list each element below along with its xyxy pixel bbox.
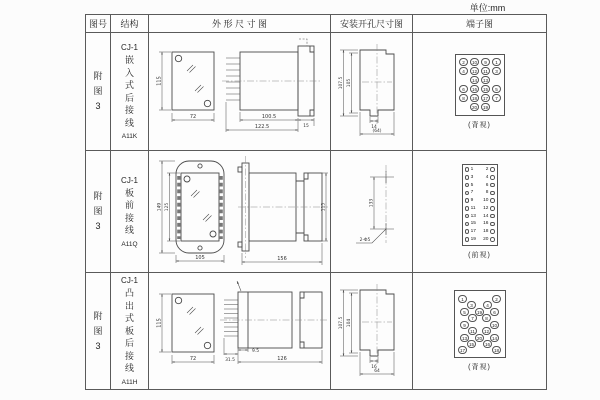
terminal-number: 5 [470,182,474,188]
terminal-pin: 4 [459,67,468,76]
terminal-screw-icon [490,175,495,180]
terminal-number: 4 [485,174,489,180]
dim-front-width: 105 [194,254,205,261]
terminal-screw-icon [490,222,495,227]
figure-number: 附图3 [93,191,103,231]
terminal-pin: 3 [467,301,476,310]
terminal-pins-comb [226,58,240,100]
terminal-number: 1 [470,167,474,173]
terminal-pin: 8 [459,94,468,103]
terminal-pin: 6 [490,308,499,317]
dim-side-height: 115 [321,202,326,211]
terminal-number: 12 [483,205,489,211]
terminal-number: 16 [483,221,489,227]
terminal-pin: 14 [491,335,498,341]
model-label: CJ-1 [121,43,138,52]
terminal-pin: 17 [459,347,466,353]
terminal-pin: 1 [458,295,467,304]
install-hole-drawing [332,276,412,386]
unit-label: 单位:mm [469,3,506,13]
cell-terminal-row1 [413,33,546,151]
terminal-screw-icon [490,237,495,242]
terminal-pin: 1 [492,58,501,67]
mounting-description: 凸出式板后接线 [124,288,134,374]
cell-install-row3 [331,273,413,389]
hatch-marks [187,65,204,93]
dim-body-length: 156 [276,255,287,262]
dim-front-width: 72 [189,113,196,120]
terminal-pin: 4 [483,301,492,310]
terminal-strip-row [463,236,497,243]
terminal-number: 11 [470,205,476,211]
terminal-pin: 7 [468,314,477,323]
terminal-diagram-rear [454,290,506,358]
terminal-number: 10 [483,198,489,204]
terminal-number: 17 [470,229,476,235]
terminal-pin: 19 [476,309,483,315]
terminal-strip-row [463,174,497,181]
dim-total-length: 122.5 [254,123,269,130]
terminal-pin: 15 [468,341,475,347]
cell-terminal-row2 [413,151,546,273]
terminal-pin: 14 [471,77,478,83]
terminal-screw-icon [490,183,495,188]
terminal-number: 20 [483,236,489,242]
terminal-view-caption: (背视) [468,364,491,371]
model-label: CJ-1 [121,175,138,185]
dim-pin-inset: 9.5 [251,349,259,354]
header-terminal-diagram: 端子图 [413,15,546,33]
terminal-pin: 10 [471,59,478,65]
terminal-number: 15 [470,221,476,227]
model-code: A11Q [121,240,138,248]
cell-outline-row2 [149,151,331,273]
terminal-pin: 5 [460,308,469,317]
dim-cutout-inner-height: 105 [346,78,352,87]
terminal-pin: 20 [476,335,483,341]
terminal-strip-row [463,197,497,204]
terminal-number: 9 [470,198,474,204]
terminal-screw-icon [490,229,495,234]
cell-outline-row3 [149,273,331,389]
cell-install-row2 [331,151,413,273]
terminal-pin: 2 [459,58,468,67]
terminal-pin: 15 [482,86,489,92]
terminal-diagram-rear [455,54,505,116]
terminal-pin: 18 [493,347,500,353]
cell-figure-no-row2 [86,151,111,273]
cell-install-row1 [331,33,413,151]
terminal-pin: 12 [471,68,478,74]
model-label: CJ-1 [121,276,138,286]
header-outline-dims: 外 形 尺 寸 图 [149,15,331,33]
dim-cutout-outer-width: 64 [373,369,380,374]
spec-table [85,14,547,390]
dim-pin-length: 31.5 [224,358,235,363]
terminal-pin: 9 [481,58,490,67]
dim-flange-depth: 15 [302,123,309,129]
terminal-screw-icon [490,191,495,196]
cell-figure-no-row1 [86,33,111,151]
outline-dimension-drawing [150,276,330,386]
header-figure-no: 图号 [86,15,111,33]
dim-hole-spacing: 133 [369,198,374,207]
terminal-pin: 10 [491,322,498,328]
dim-cutout-outer-height: 107.5 [338,76,344,89]
cell-outline-row1 [149,33,331,151]
cell-figure-no-row3 [86,273,111,389]
terminal-screw-icon [490,214,495,219]
hatch-marks [191,190,212,222]
terminal-strip-row [463,189,497,196]
terminal-pin: 17 [482,95,489,101]
terminal-pin: 19 [482,104,489,110]
terminal-pin: 13 [482,77,489,83]
install-hole-drawing [332,153,412,271]
dim-body-length: 100.5 [261,113,276,120]
terminal-strip-row [463,205,497,212]
dim-front-width: 72 [189,356,196,362]
dim-notch-width: 16 [370,365,377,370]
dim-front-inner-height: 125 [164,202,170,211]
terminal-pin: 9 [460,321,469,330]
dim-cutout-outer-width: (64) [371,128,382,134]
mounting-description: 板前接线 [124,187,134,235]
terminal-pin: 5 [492,85,501,94]
terminal-pin: 13 [461,335,468,341]
header-structure: 结构 [111,15,149,33]
outline-dimension-drawing [150,153,330,271]
figure-number: 附图3 [93,71,103,111]
outline-dimension-drawing [150,36,330,148]
terminal-number: 13 [470,213,476,219]
terminal-pin: 11 [483,68,488,74]
terminal-pin: 16 [484,341,491,347]
dim-notch-width: 14 [370,124,377,130]
figure-number: 附图3 [93,310,103,351]
hatch-marks [187,307,204,335]
model-code: A11K [121,133,138,140]
terminal-screw-icon [490,206,495,211]
terminal-pin: 8 [482,314,491,323]
dim-front-outer-height: 149 [157,202,162,211]
dim-front-height: 115 [156,75,162,86]
terminal-pin: 2 [492,295,501,304]
dim-body-length: 126 [276,356,287,362]
terminal-screw-icon [490,198,495,203]
install-hole-drawing [332,36,412,148]
cell-structure-row3 [111,273,149,389]
terminal-pin: 12 [483,328,490,334]
terminal-pin: 3 [492,67,501,76]
dim-cutout-outer-height: 107.5 [338,316,344,330]
terminal-number: 2 [485,167,489,173]
model-code: A11H [121,378,138,386]
terminal-pin: 20 [471,104,478,110]
cell-structure-row1 [111,33,149,151]
dim-cutout-inner-height: 104 [346,318,352,328]
terminal-number: 8 [485,190,489,196]
terminal-number: 18 [483,229,489,235]
terminal-view-caption: (前视) [468,251,491,259]
terminal-screw-icon [490,167,495,172]
terminal-strip-row [463,220,497,227]
dim-front-height: 115 [156,318,162,328]
mounting-description: 嵌入式后接线 [124,55,134,128]
terminal-pin: 18 [471,95,478,101]
terminal-number: 3 [470,174,474,180]
terminal-strip-row [463,166,497,173]
terminal-strip-row [463,212,497,219]
terminal-number: 14 [483,213,489,219]
holes-callout: 2-Φ5 [359,237,370,243]
terminal-number: 7 [470,190,474,196]
terminal-strip-row [463,228,497,235]
terminal-pin: 6 [459,85,468,94]
terminal-pin: 16 [471,86,478,92]
terminal-diagram-front [462,164,498,246]
terminal-pin: 11 [470,328,475,334]
header-install-dims: 安装开孔尺寸图 [331,15,413,33]
terminal-number: 19 [470,236,476,242]
terminal-number: 6 [485,182,489,188]
cell-structure-row2 [111,151,149,273]
cell-terminal-row3 [413,273,546,389]
terminal-pin: 7 [492,94,501,103]
terminal-pins-comb [224,300,238,336]
terminal-view-caption: (背视) [468,121,491,129]
terminal-strip-row [463,181,497,188]
